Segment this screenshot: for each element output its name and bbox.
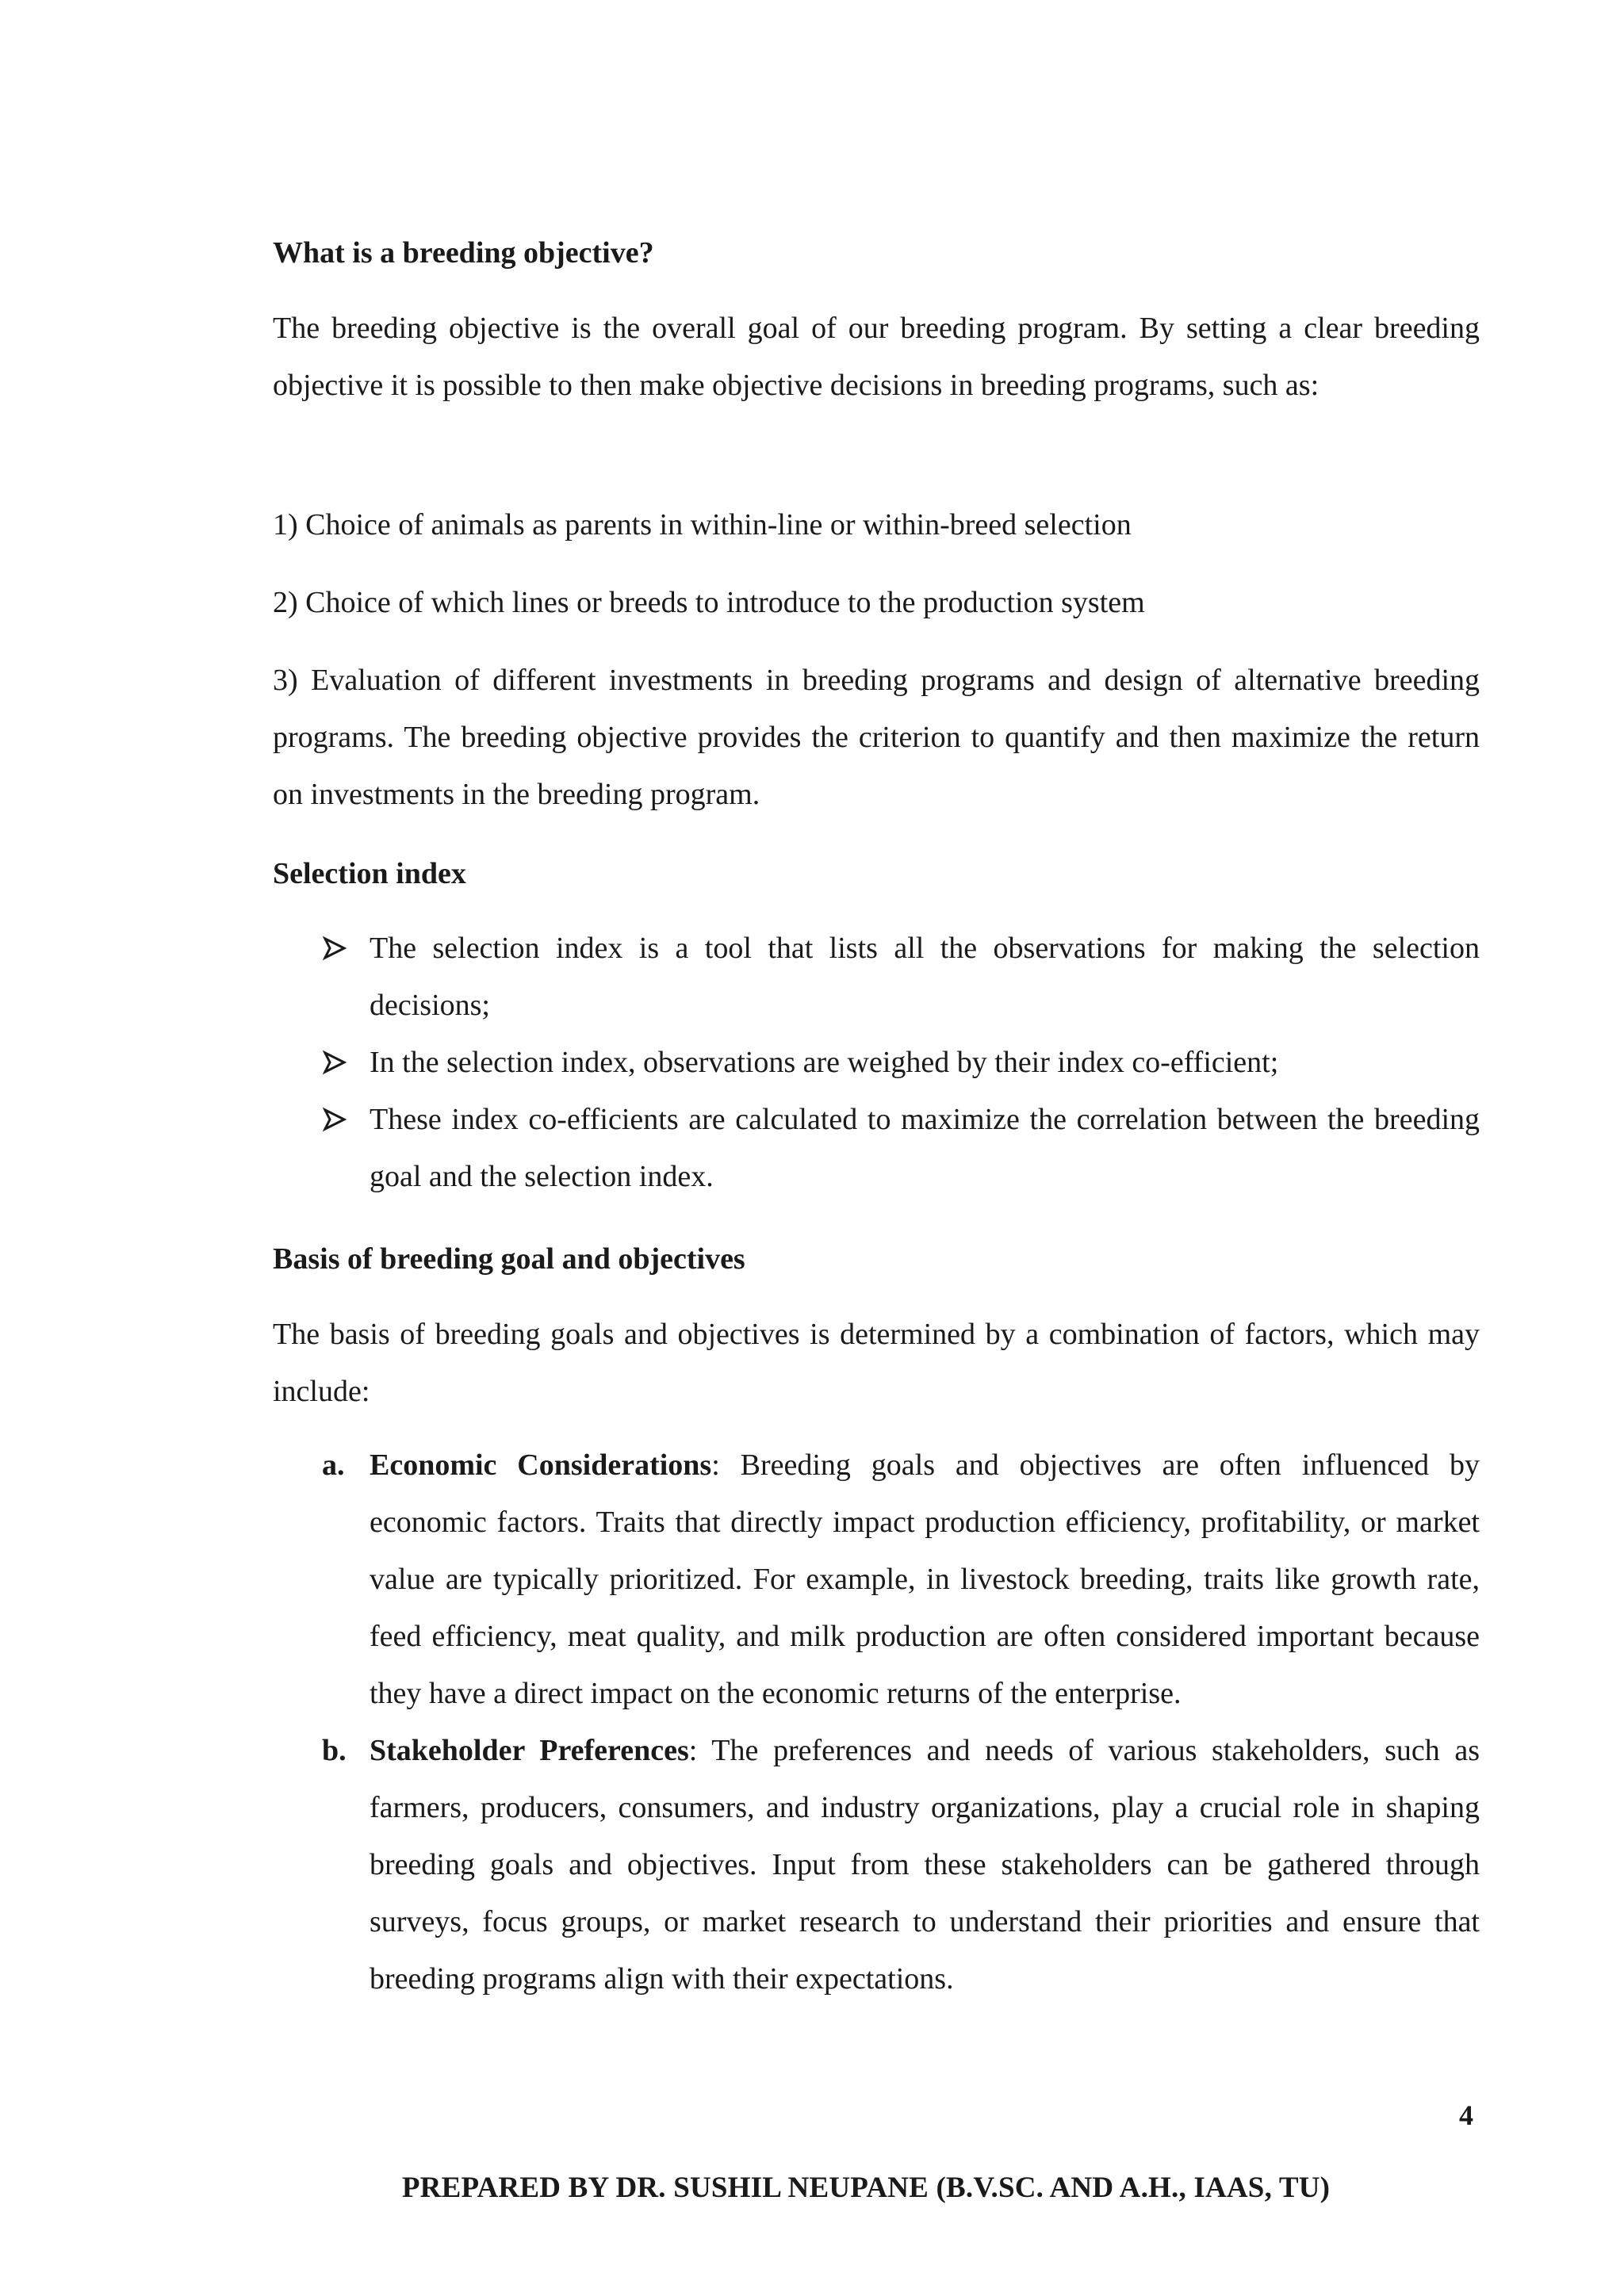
heading-selection-index: Selection index: [273, 857, 466, 890]
bullet-item: [320, 920, 1480, 1034]
basis-lettered-list: [322, 1437, 1480, 2007]
list-item-term: Economic Considerations: [370, 1448, 712, 1482]
bullet-text: In the selection index, observations are weighed by their index co-efficient;: [370, 1046, 1279, 1079]
list-item: [322, 1437, 1480, 1722]
list-item: [322, 1722, 1480, 2007]
bullet-item: [320, 1091, 1480, 1205]
list-item-term: Stakeholder Preferences: [370, 1734, 689, 1767]
page-footer: PREPARED BY DR. SUSHIL NEUPANE (B.V.SC. AND A.H., IAAS, TU): [401, 2172, 1331, 2204]
arrowhead-bullet-icon: [320, 1091, 352, 1148]
list-item-text: : The preferences and needs of various stakeholders, such as farmers, producers, consumers, and industry organizations, play a crucial role in shaping breeding goals and objectives. Input from these stakeholders can be gathered through surveys, focus groups, or market research to understand their priorities and ensure that breeding programs align with their expectations.: [370, 1734, 1480, 1996]
list-item-2: 2) Choice of which lines or breeds to introduce to the production system: [273, 586, 1145, 619]
list-item-text: : Breeding goals and objectives are often influenced by economic factors. Traits that directly impact production efficiency, profitability, or market value are typically prioritized. For example, in livestock breeding, traits like growth rate, feed efficiency, meat quality, and milk production are often considered important because they have a direct impact on the economic returns of the enterprise.: [370, 1448, 1480, 1710]
bullet-text: These index co-efficients are calculated to maximize the correlation between the breeding goal and the selection index.: [370, 1103, 1480, 1193]
list-marker: b.: [322, 1734, 347, 1767]
list-item-3: 3) Evaluation of different investments in breeding programs and design of alternative breeding programs. The breeding objective provides the criterion to quantify and then maximize the return on investments in the breeding program.: [273, 664, 1480, 811]
page-number: 4: [1459, 2099, 1473, 2131]
paragraph-breeding-objective-intro: The breeding objective is the overall goal of our breeding program. By setting a clear breeding objective it is possible to then make objective decisions in breeding programs, such as:: [273, 312, 1480, 402]
list-marker: a.: [322, 1448, 345, 1482]
arrowhead-bullet-icon: [320, 1034, 352, 1091]
bullet-item: [320, 1034, 1480, 1091]
heading-basis: Basis of breeding goal and objectives: [273, 1242, 745, 1276]
heading-breeding-objective: What is a breeding objective?: [273, 236, 654, 270]
paragraph-basis-intro: The basis of breeding goals and objectives is determined by a combination of factors, which may include:: [273, 1318, 1480, 1408]
selection-index-bullet-list: [320, 920, 1480, 1205]
arrowhead-bullet-icon: [320, 920, 352, 977]
bullet-text: The selection index is a tool that lists all the observations for making the selection decisions;: [370, 932, 1480, 1022]
list-item-1: 1) Choice of animals as parents in within-line or within-breed selection: [273, 508, 1132, 541]
